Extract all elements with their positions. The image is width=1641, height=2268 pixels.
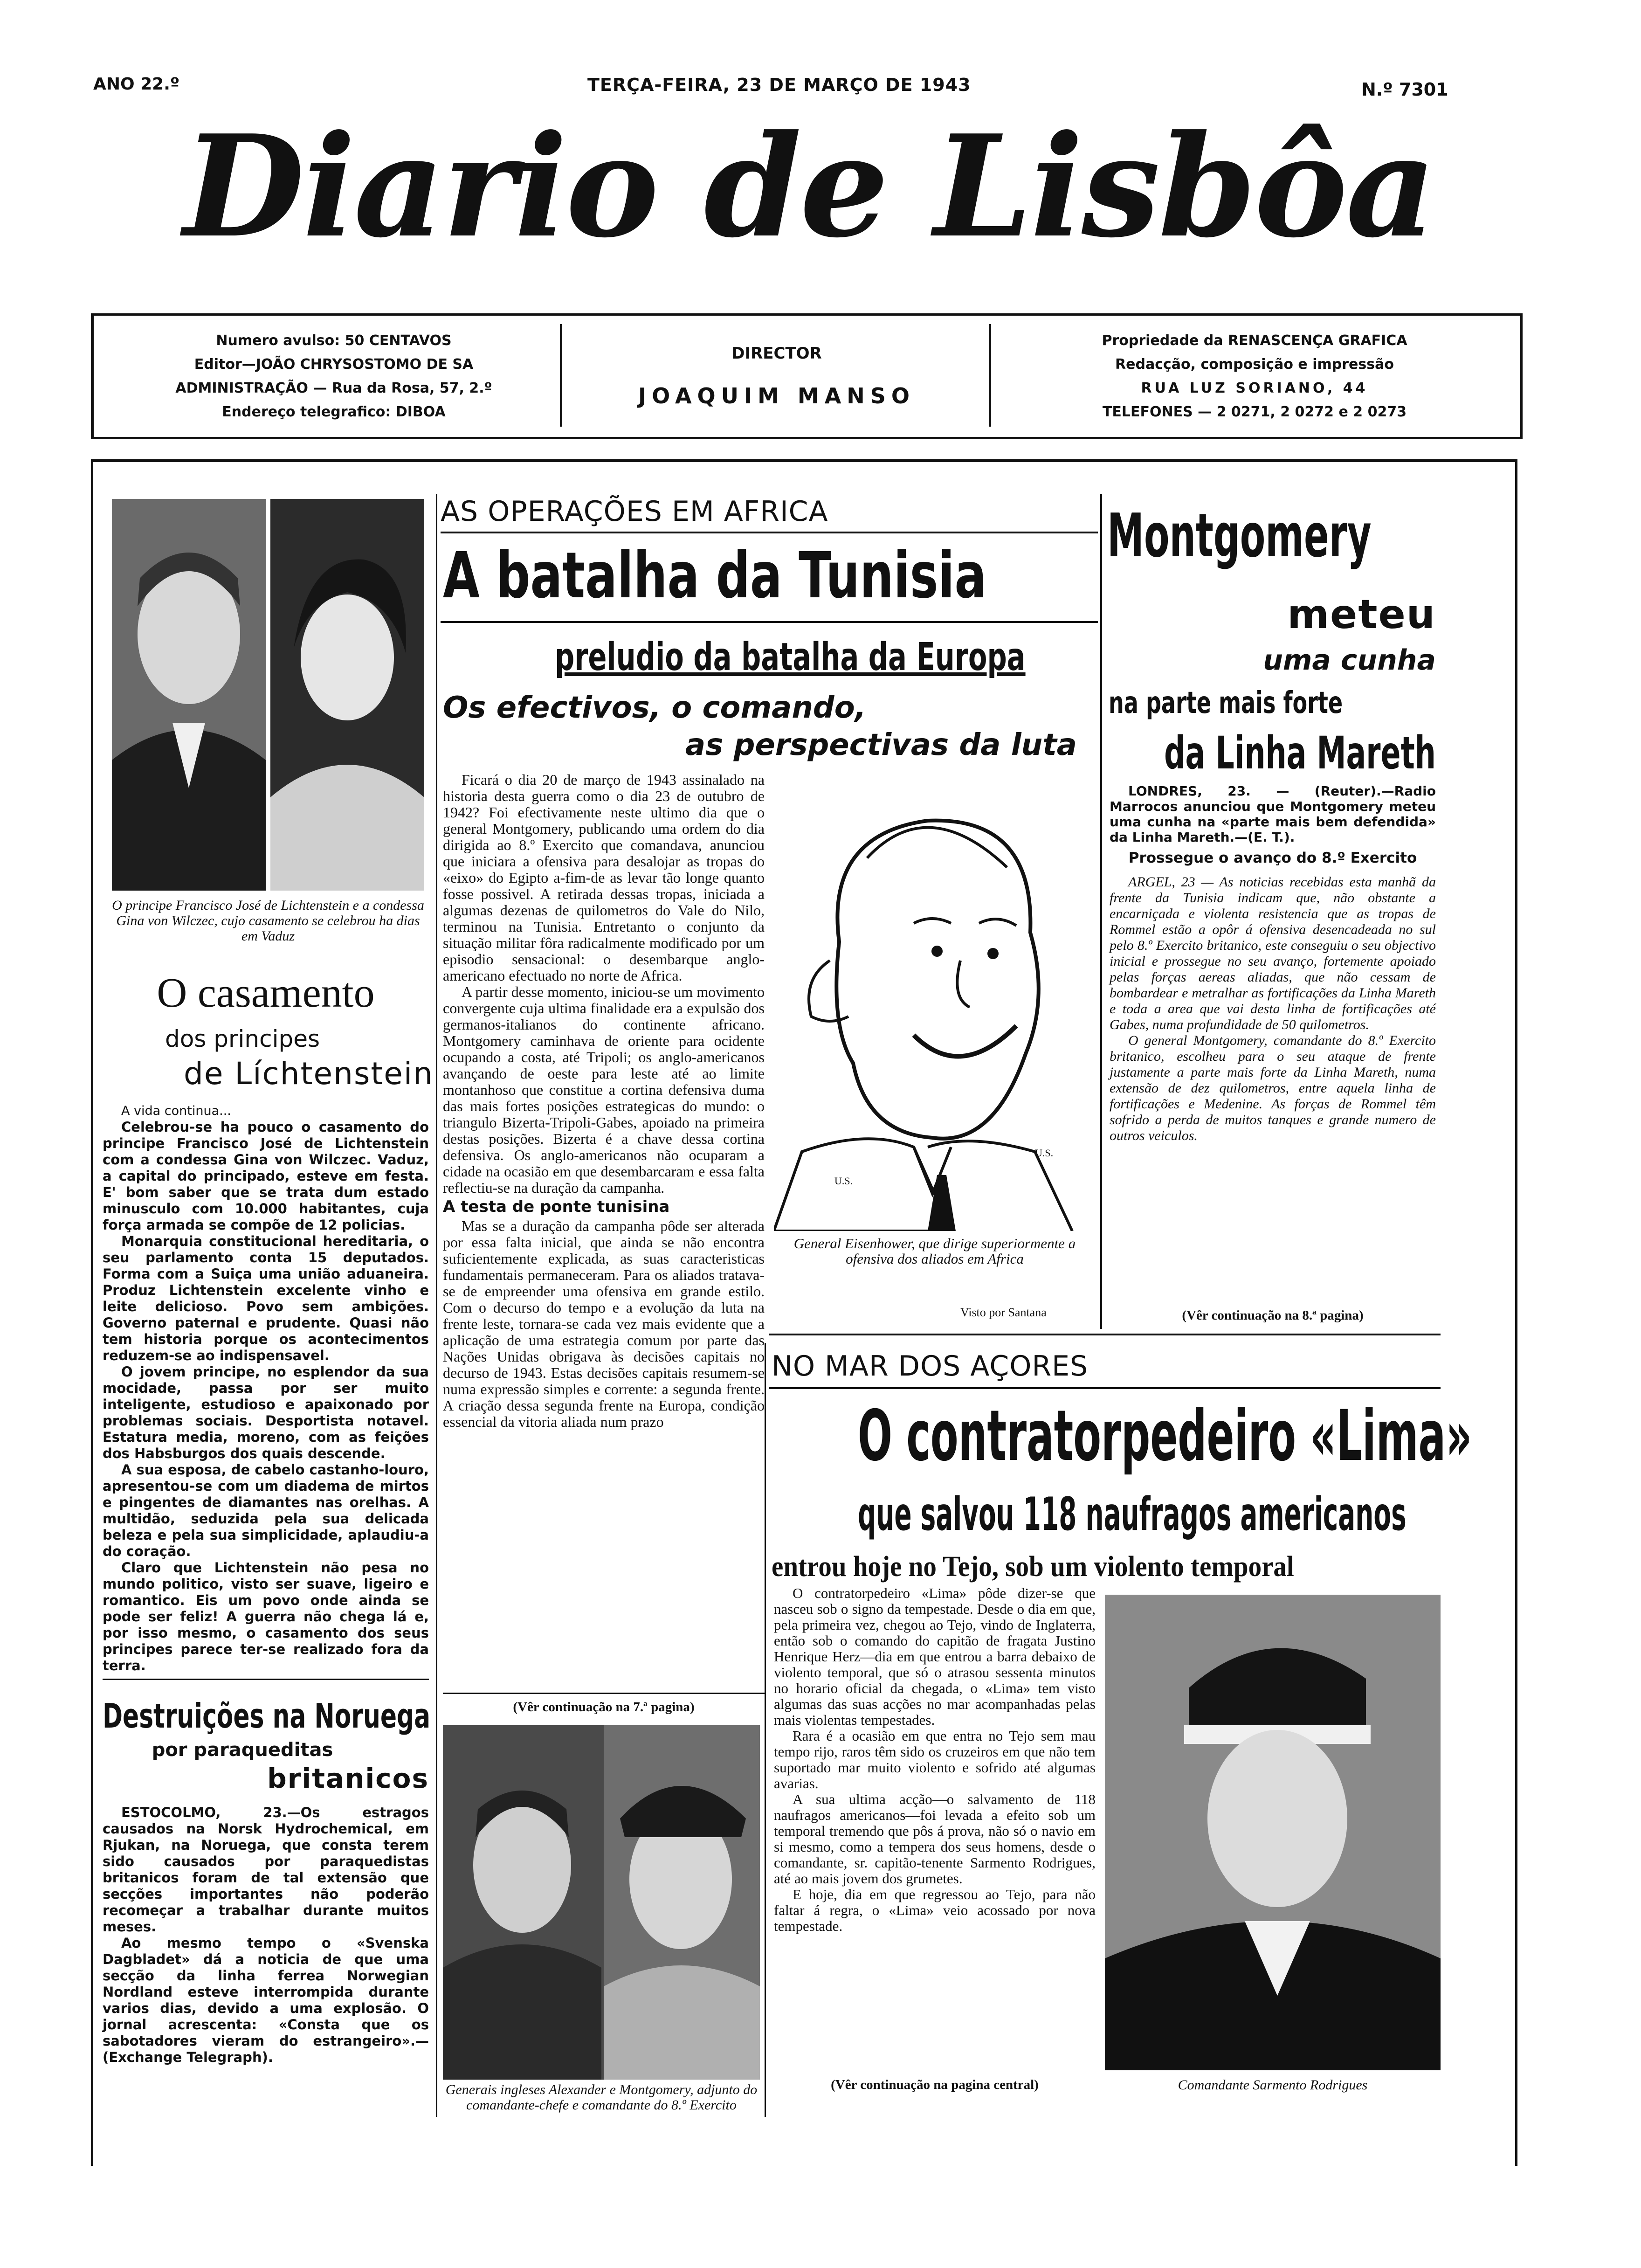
tunisia-para: Mas se a duração da campanha pôde ser alterada por essa falta inicial, que ainda se não encontra suficientemente explicada, as suas caracteristicas fundamentais permaneceram. Para os aliados tratava-se de empreender uma ofensiva em grande estilo. Com o decurso do tempo e a evolução da luta na frente leste, tornara-se cada vez mais evidente que a aplicação de uma estrategia comum por parte das Nações Unidas obrigava às decisões capitais no decurso de 1943. Estas decisões capitais resumem-se numa expressão simples e corrente: a segunda frente. A criação dessa segunda frente na Europa, condição essencial da vitoria aliada num prazo	[443, 1217, 765, 1430]
tunisia-headline-rule	[441, 621, 1098, 623]
info-editor: Editor—JOÃO CHRYSOSTOMO DE SA	[194, 356, 474, 373]
lima-headline: O contratorpedeiro «Lima»	[858, 1396, 1472, 1477]
info-owner: Propriedade da RENASCENÇA GRAFICA	[1102, 332, 1407, 349]
montgomery-headline5-wrap	[1110, 727, 1436, 779]
countess-portrait-icon	[270, 499, 424, 891]
tunisia-subhead: preludio da batalha da Europa	[555, 635, 1026, 679]
tunisia-deck2: as perspectivas da luta	[685, 728, 1077, 762]
casamento-headline: O casamento	[157, 970, 375, 1016]
lima-subhead: que salvou 118 naufragos americanos	[858, 1488, 1407, 1541]
tunisia-kicker-rule	[441, 532, 1098, 533]
eisenhower-cartoon	[774, 765, 1096, 1231]
column-rule-3	[765, 1343, 766, 2117]
montgomery-headline5: da Linha Mareth	[1164, 727, 1436, 779]
tunisia-end-rule	[443, 1693, 765, 1694]
tunisia-subhead2: A testa de ponte tunisina	[443, 1197, 670, 1216]
tunisia-continue: (Vêr continuação na 7.ª pagina)	[513, 1700, 695, 1715]
photo-countess	[270, 499, 424, 891]
info-administration: ADMINISTRAÇÃO — Rua da Rosa, 57, 2.º	[175, 380, 492, 396]
casamento-para: Celebrou-se ha pouco o casamento do principe Francisco José de Lichtenstein com a condessa Gina von Wilczec. Vaduz, a capital do principado, esteve em festa. E' bom saber que se trata dum estado minusculo com 10.000 habitantes, cuja força armada se compõe de 12 policias.	[103, 1119, 429, 1233]
lima-kicker: NO MAR DOS AÇORES	[772, 1350, 1089, 1383]
left-divider	[103, 1679, 429, 1680]
tunisia-kicker: AS OPERAÇÕES EM AFRICA	[441, 495, 828, 528]
montgomery-headline4: na parte mais forte	[1109, 686, 1343, 720]
montgomery-subhead: Prossegue o avanço do 8.º Exercito	[1128, 850, 1417, 866]
director-name: JOAQUIM MANSO	[638, 383, 916, 408]
column-rule-2	[1100, 494, 1102, 1329]
edition-year: ANO 22.º	[93, 75, 180, 94]
montgomery-continue: (Vêr continuação na 8.ª pagina)	[1182, 1308, 1364, 1323]
noruega-article	[103, 1805, 429, 2066]
info-redaction: Redacção, composição e impressão	[1115, 356, 1394, 373]
photo-generals	[443, 1725, 760, 2080]
noruega-para: Ao mesmo tempo o «Svenska Dagbladet» dá a noticia de que uma secção da linha ferrea Norwegian Nordland esteve interrompida durante varios dias, devido a uma explosão. O jornal acrescenta: «Consta que os sabotadores vieram do estrangeiro».—(Exchange Telegraph).	[103, 1935, 429, 2065]
montgomery-headline2: meteu	[1287, 591, 1436, 638]
edition-date: TERÇA-FEIRA, 23 DE MARÇO DE 1943	[587, 75, 971, 95]
noruega-sub1: por paraqueditas	[152, 1739, 333, 1761]
info-director	[565, 316, 989, 437]
tunisia-article	[443, 772, 765, 1430]
casamento-para: Claro que Lichtenstein não pesa no mundo politico, visto ser suave, ligeiro e romantico. Eis um povo onde ainda se pode ser feliz! A guerra não chega lá e, por isso mesmo, o casamento dos seus principes parece ter-se realizado fora da terra.	[103, 1560, 429, 1673]
edition-number: N.º 7301	[1361, 79, 1448, 100]
cartoon-us-badge-right: U.S.	[1035, 1147, 1054, 1159]
casamento-para: Monarquia constitucional hereditaria, o seu parlamento conta 15 deputados. Forma com a Suiça uma união aduaneira. Produz Lichtenstein excelente vinho e leite delicioso. Povo sem ambições. Governo paternal e prudente. Quasi não tem historia porque os acontecimentos reduzem-se ao indispensavel.	[103, 1233, 429, 1363]
masthead-info-box	[91, 313, 1523, 439]
photo-commander	[1105, 1595, 1441, 2070]
page-right-rule	[1515, 459, 1517, 2166]
tunisia-para: Ficará o dia 20 de março de 1943 assinalado na historia desta guerra como o dia 23 de outubro de 1942? Foi efectivamente neste ultimo dia que o general Montgomery, publicando uma ordem do dia dirigida ao 8.º Exercito que comandava, anunciou que iniciara a ofensiva para desalojar as tropas do «eixo» do Egipto a-fim-de as levar tão longe quanto fosse possivel. A retirada dessas tropas, iniciada a algumas dezenas de quilometros do Vale do Nilo, terminou na Tunisia. Entretanto o conjunto da situação militar fôra radicalmente modificado por um episodio sensacional: o desembarque anglo-americano efectuado no norte de Africa.	[443, 771, 765, 984]
tunisia-deck1: Os efectivos, o comando,	[443, 691, 866, 725]
info-left	[112, 316, 555, 437]
casamento-para: A sua esposa, de cabelo castanho-louro, apresentou-se com um diadema de mirtos e pingentes de diamantes nas orelhas. A multidão, seduzida pela sua delicada beleza e pela sua simplicidade, aplaudiu-a do coração.	[103, 1462, 429, 1559]
page-left-rule	[91, 459, 93, 2166]
lima-continue: (Vêr continuação na pagina central)	[831, 2077, 1039, 2092]
info-telegraph: Endereço telegrafico: DIBOA	[222, 404, 446, 420]
montgomery-headline1: Montgomery	[1107, 501, 1372, 571]
commander-caption: Comandante Sarmento Rodrigues	[1178, 2077, 1368, 2093]
casamento-para: A vida continua...	[121, 1104, 231, 1118]
montgomery-lead: LONDRES, 23. — (Reuter).—Radio Marrocos anunciou que Montgomery meteu uma cunha na «parte mais bem defendida» da Linha Mareth.—(E. T.).	[1110, 783, 1436, 845]
noruega-headline: Destruições na Noruega	[103, 1696, 431, 1736]
commander-portrait-icon	[1105, 1595, 1441, 2070]
noruega-para: ESTOCOLMO, 23.—Os estragos causados na Norsk Hydrochemical, em Rjukan, na Noruega, que consta terem sido causados por paraquedistas britanicos foram de tal extensão que secções importantes não poderão recomeçar a trabalhar durante muitos meses.	[103, 1805, 429, 1935]
page-top-rule	[91, 459, 1517, 462]
cartoon-credit: Visto por Santana	[960, 1306, 1047, 1319]
cartoon-us-badge-left: U.S.	[834, 1175, 853, 1187]
prince-portrait-icon	[112, 499, 266, 891]
lima-deck: entrou hoje no Tejo, sob um violento temporal	[772, 1551, 1294, 1583]
casamento-sub2: de Líchtenstein	[183, 1056, 434, 1092]
info-price: Numero avulso: 50 CENTAVOS	[216, 332, 452, 349]
casamento-article	[103, 1103, 429, 1674]
lima-para: O contratorpedeiro «Lima» pôde dizer-se que nasceu sob o signo da tempestade. Desde o dia em que, pela primeira vez, chegou ao Tejo, vindo de Inglaterra, então sob o comando do capitão de fragata Justino Henrique Herz—dia em que entrou a barra debaixo de violento temporal, que só o atrasou sessenta minutos no horario oficial da chegada, o «Lima» tem visto algumas das suas acções no mar acompanhadas pelas mais violentas tempestades.	[774, 1585, 1096, 1728]
info-right	[993, 316, 1516, 437]
newspaper-title: Diario de Lisbôa	[183, 104, 1435, 269]
info-phones: TELEFONES — 2 0271, 2 0272 e 2 0273	[1102, 404, 1407, 420]
lima-para: E hoje, dia em que regressou ao Tejo, para não faltar á regra, o «Lima» veio acossado por nova tempestade.	[774, 1886, 1096, 1934]
montgomery-para: O general Montgomery, comandante do 8.º Exercito britanico, escolheu para o seu ataque de frente justamente a parte mais forte da Linha Mareth, numa extensão de dez quilometros, entre aquela linha de fortificações e Medenine. As forças de Rommel têm sofrido a perda de muitos tanques e grande numero de outros veiculos.	[1110, 1033, 1436, 1143]
lima-para: Rara é a ocasião em que entra no Tejo sem mau tempo rijo, raros têm sido os cruzeiros em que não tem suportado mar muito violento e sofrido até algumas avarias.	[774, 1728, 1096, 1791]
tunisia-headline: A batalha da Tunisia	[443, 539, 987, 613]
noruega-sub2: britanicos	[267, 1763, 429, 1794]
lima-para: A sua ultima acção—o salvamento de 118 naufragos americanos—foi levada a efeito sob um temporal tremendo que pôs á prova, não só o navio em si mesmo, como a tempera dos seus homens, desde o comandante, sr. capitão-tenente Sarmento Rodrigues, até ao mais jovem dos grumetes.	[774, 1791, 1096, 1887]
lima-top-rule	[769, 1334, 1441, 1335]
montgomery-para: ARGEL, 23 — As noticias recebidas esta manhã da frente da Tunisia indicam que, não obstante a encarniçada e violenta resistencia que as tropas de Rommel estão a opôr á ofensiva desencadeada no sul pelo 8.º Exercito britanico, este conseguiu o seu objectivo inicial e prossegue no seu avanço, fortemente apoiado pelas forças aereas aliadas, que não cessam de bombardear e metralhar as fortificações da Linha Mareth e toda a area que vai desta linha de fortificações até Gabes, numa profundidade de 50 quilometros.	[1110, 874, 1436, 1032]
prince-photo-caption: O principe Francisco José de Lichtenstein e a condessa Gina von Wilczec, cujo casamento se celebrou ha dias em Vaduz	[112, 898, 424, 944]
generals-portrait-icon	[443, 1725, 760, 2080]
eisenhower-caricature-icon	[774, 765, 1096, 1231]
info-address: RUA LUZ SORIANO, 44	[1141, 380, 1368, 396]
casamento-para: O jovem principe, no esplendor da sua mocidade, passa por ser muito inteligente, estudioso e apaixonado por problemas sociais. Desportista notavel. Estatura media, moreno, com as feições dos Habsburgos dos quais descende.	[103, 1364, 429, 1461]
montgomery-headline3: uma cunha	[1263, 644, 1436, 677]
director-label: DIRECTOR	[731, 344, 822, 363]
generals-caption: Generais ingleses Alexander e Montgomery, adjunto do comandante-chefe e comandante do 8.º Exercito	[445, 2082, 758, 2113]
lima-article	[774, 1585, 1096, 1934]
column-rule-1	[436, 494, 437, 2117]
cartoon-caption: General Eisenhower, que dirige superiormente a ofensiva dos aliados em Africa	[793, 1235, 1076, 1267]
montgomery-article	[1110, 874, 1436, 1144]
lima-kicker-rule	[769, 1387, 1441, 1389]
photo-prince	[112, 499, 266, 891]
tunisia-para: A partir desse momento, iniciou-se um movimento convergente cuja ultima finalidade era a expulsão dos germanos-italianos do continente africano. Montgomery caminhava de oriente para ocidente ocupando a costa, até Tripoli; os anglo-americanos avançando de oeste para leste até ao limite montanhoso que constitue a cortina defensiva duma das mais fortes posições estrategicas do mundo: o triangulo Bizerta-Tripoli-Gabes, apoiado na primeira destas posições. Bizerta é a chave dessa cortina defensiva. Os anglo-americanos não ocuparam a cidade na ocasião em que desembarcaram e essa falta reflectiu-se na duração da campanha.	[443, 983, 765, 1196]
casamento-sub1: dos principes	[165, 1025, 320, 1052]
